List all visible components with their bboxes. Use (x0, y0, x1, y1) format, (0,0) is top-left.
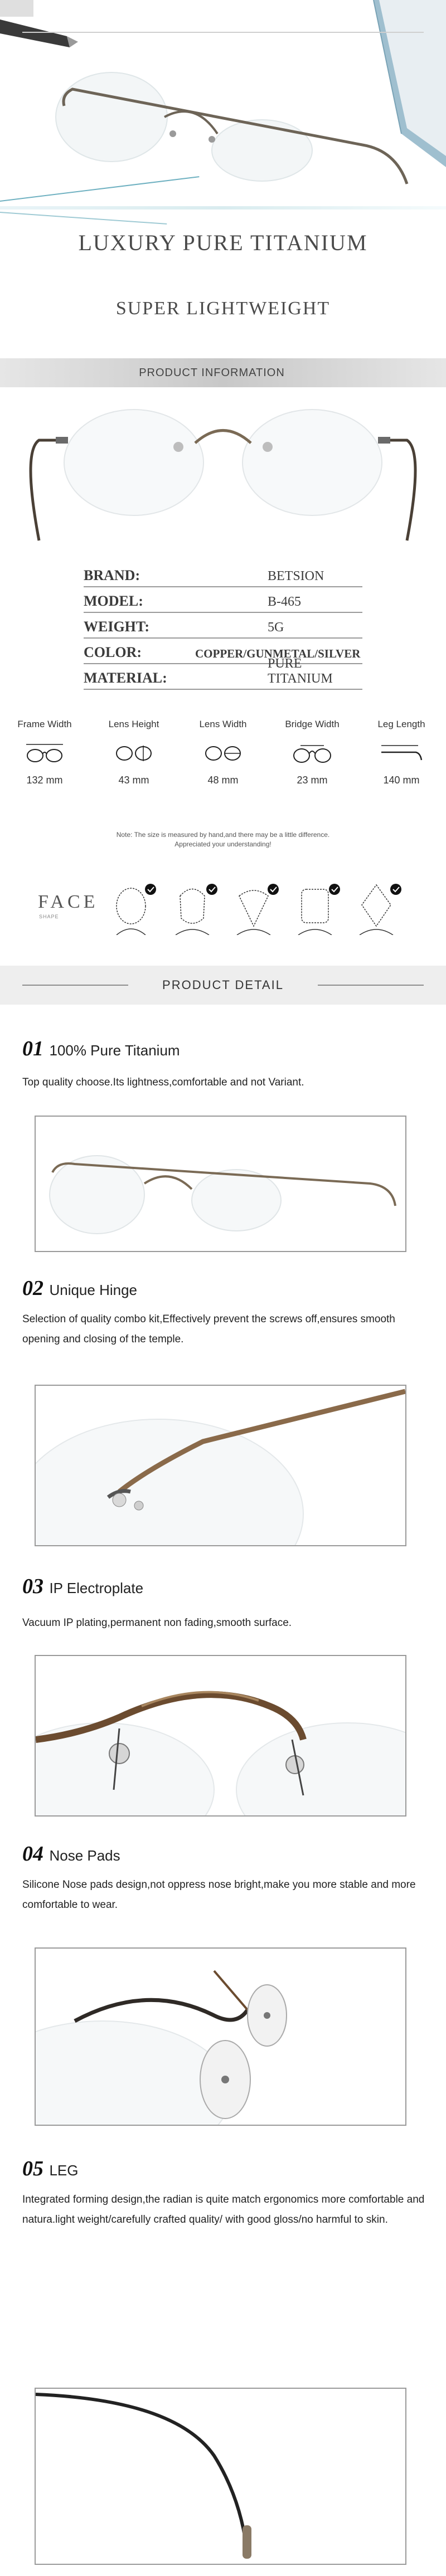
face-oval-icon (170, 879, 220, 935)
electroplate-image (36, 1656, 405, 1815)
divider (22, 32, 424, 33)
feature-name: Unique Hinge (49, 1282, 138, 1298)
feature-description: Silicone Nose pads design,not oppress nose bright,make you more stable and more comfortable to wear. (22, 1879, 416, 1911)
feature-name: 100% Pure Titanium (49, 1042, 180, 1059)
feature-photo (35, 1385, 406, 1546)
hero-glasses-image (50, 50, 418, 189)
face-diamond-icon (354, 879, 404, 935)
dimensions-panel (0, 719, 446, 814)
size-note (0, 830, 446, 849)
feature-number: 04 (22, 1842, 43, 1866)
product-info-label: PRODUCT INFORMATION (139, 367, 285, 379)
hinge-image (36, 1386, 405, 1545)
spec-key: MODEL: (84, 593, 143, 609)
face-heart-icon (231, 879, 282, 935)
feature-description: Vacuum IP plating,permanent non fading,smooth surface. (22, 1617, 292, 1629)
titanium-frame-image (36, 1117, 405, 1251)
leg-image (36, 2389, 405, 2564)
frame-front-image-drawing (0, 401, 446, 546)
face-subtitle: SHAPE (39, 914, 59, 919)
hero-accent-line (0, 212, 167, 225)
feature-number: 02 (22, 1277, 43, 1300)
dimension-item (268, 719, 357, 786)
feature-number: 01 (22, 1037, 43, 1060)
dimension-label: Leg Length (377, 719, 425, 729)
dimension-value: 23 mm (297, 775, 328, 786)
divider (318, 985, 424, 986)
size-note-line: Appreciated your understanding! (174, 840, 272, 848)
feature-number: 03 (22, 1575, 43, 1598)
spec-key: MATERIAL: (84, 670, 167, 686)
size-note-line: Note: The size is measured by hand,and there may be a little difference. (116, 831, 330, 839)
feature-description: Integrated forming design,the radian is quite match ergonomics more comfortable and natura.light weight/carefully crafted quality/ with good gloss/no harmful to skin. (22, 2194, 425, 2226)
feature-photo (35, 2388, 406, 2565)
bridge-width-icon (293, 742, 332, 764)
spec-value: PURE TITANIUM (268, 656, 333, 686)
feature-name: LEG (49, 2162, 79, 2179)
leg-length-icon (379, 742, 424, 764)
spec-value: B-465 (268, 595, 301, 609)
dimension-value: 48 mm (207, 775, 239, 786)
face-title: FACE (38, 892, 99, 912)
feature-photo (35, 1116, 406, 1252)
feature-title (22, 1276, 137, 1301)
spec-row (84, 563, 362, 587)
feature-name: Nose Pads (49, 1847, 120, 1864)
dimension-label: Lens Width (199, 719, 247, 729)
hero-banner (0, 0, 446, 357)
feature-description: Top quality choose.Its lightness,comfortable and not Variant. (22, 1077, 304, 1088)
dimension-item (357, 719, 446, 786)
feature-title (22, 1574, 143, 1599)
face-square-icon (293, 879, 343, 935)
feature-title (22, 1036, 180, 1061)
spec-value: COPPER/GUNMETAL/SILVER (195, 647, 361, 660)
hero-subtitle: SUPER LIGHTWEIGHT (115, 298, 331, 319)
spec-table (0, 563, 446, 719)
feature-photo (35, 1947, 406, 2126)
dimension-value: 43 mm (118, 775, 149, 786)
face-shape-panel (0, 869, 446, 942)
spec-value: BETSION (268, 569, 324, 583)
spec-key: BRAND: (84, 567, 140, 583)
spec-key: WEIGHT: (84, 619, 149, 635)
dimension-label: Bridge Width (285, 719, 340, 729)
feature-name: IP Electroplate (49, 1580, 144, 1596)
spec-row (84, 614, 362, 639)
frame-width-icon (25, 742, 64, 764)
face-round-icon (109, 879, 159, 935)
product-detail-label: PRODUCT DETAIL (162, 978, 284, 992)
product-detail-bar (0, 966, 446, 1005)
hero-band (0, 206, 446, 210)
dimension-label: Frame Width (17, 719, 72, 729)
dimension-item (89, 719, 178, 786)
nose-pads-image (36, 1949, 405, 2125)
spec-key: COLOR: (84, 644, 142, 660)
feature-title (22, 2156, 78, 2181)
dimension-label: Lens Height (108, 719, 159, 729)
lens-width-icon (203, 742, 243, 764)
dimension-item (178, 719, 268, 786)
frame-front-image (0, 401, 446, 546)
dimension-value: 140 mm (383, 775, 420, 786)
dimension-item (0, 719, 89, 786)
spec-row (84, 656, 362, 690)
dimension-value: 132 mm (26, 775, 63, 786)
spec-value: 5G (268, 620, 284, 635)
feature-description: Selection of quality combo kit,Effectively prevent the screws off,ensures smooth opening and closing of the temple. (22, 1313, 395, 1345)
feature-number: 05 (22, 2157, 43, 2180)
hero-title: LUXURY PURE TITANIUM (78, 230, 368, 255)
spec-row (84, 588, 362, 613)
feature-photo (35, 1655, 406, 1817)
feature-title (22, 1842, 120, 1866)
lens-height-icon (114, 742, 153, 764)
product-info-bar (0, 358, 446, 387)
